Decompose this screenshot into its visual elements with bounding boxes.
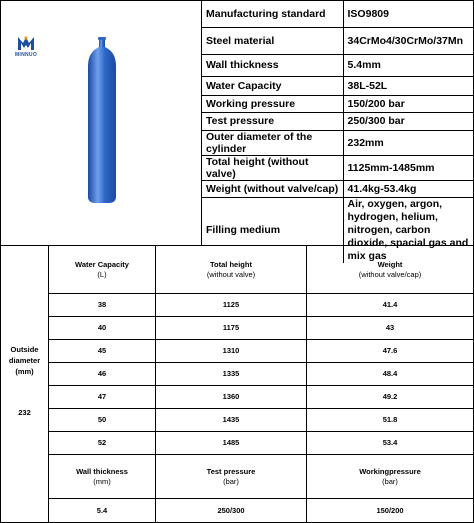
table-cell: 250/300 [156,498,307,522]
table-cell: 52 [49,431,156,454]
spec-label: Weight (without valve/cap) [202,180,343,197]
column-header-unit: (without valve/cap) [358,269,422,279]
spec-value: 1125mm-1485mm [343,155,473,180]
spec-label: Outer diameter of the cylinder [202,130,343,155]
spec-value: 34CrMo4/30CrMo/37Mn [343,27,473,54]
bottom-section [1,246,473,522]
table-cell: 40 [49,316,156,339]
table-row [49,385,473,408]
table-cell: 49.2 [307,385,474,408]
spec-row [202,54,473,76]
column-header [307,454,474,498]
spec-row [202,155,473,180]
column-header [156,454,307,498]
column-header-title: Workingpressure [359,466,421,476]
brand-logo-icon [17,35,35,51]
table-cell: 47 [49,385,156,408]
spec-value: 38L-52L [343,76,473,95]
gas-cylinder-image [87,37,117,203]
table-row [49,431,473,454]
brand-logo [11,35,41,58]
column-header-title: Water Capacity [75,259,129,269]
table-row [49,316,473,339]
pressure-value-row [49,498,473,522]
dimension-table [49,246,473,522]
table-cell: 1335 [156,362,307,385]
table-cell: 1485 [156,431,307,454]
spec-row [202,95,473,112]
spec-row [202,27,473,54]
spec-label: Wall thickness [202,54,343,76]
column-header-title: Weight [377,259,403,269]
dimension-header-row [49,246,473,293]
table-cell: 1125 [156,293,307,316]
table-cell: 5.4 [49,498,156,522]
column-header-unit: (mm) [93,476,111,486]
column-header-title: Wall thickness [76,466,128,476]
column-header-unit: (without valve) [206,269,256,279]
table-cell: 1360 [156,385,307,408]
column-header [307,246,474,293]
brand-logo-text: MINNUO [14,52,38,58]
table-cell: 48.4 [307,362,474,385]
spec-value: 232mm [343,130,473,155]
spec-value: Air, oxygen, argon, hydrogen, helium, nitrogen, carbon dioxide, spacial gas and mix gas [347,197,469,262]
outside-diameter-cell [1,246,49,522]
table-cell: 41.4 [307,293,474,316]
column-header [49,454,156,498]
column-header [49,246,156,293]
spec-value: 41.4kg-53.4kg [343,180,473,197]
table-cell: 1310 [156,339,307,362]
table-row [49,362,473,385]
table-cell: 1435 [156,408,307,431]
table-cell: 51.8 [307,408,474,431]
dimension-rows [49,246,473,522]
table-cell: 150/200 [376,505,404,515]
outside-diameter-label: Outside diameter (mm) [8,345,41,376]
column-header-unit: (bar) [223,476,239,486]
spec-label: Steel material [202,27,343,54]
outside-diameter-value: 232 [18,408,31,417]
spec-label: Filling medium [202,197,343,263]
column-header-unit: (L) [97,269,107,279]
pressure-header-row [49,454,473,498]
spec-label: Working pressure [202,95,343,112]
spec-label: Manufacturing standard [202,1,343,27]
table-cell: 38 [49,293,156,316]
column-header-title: Test pressure [206,466,256,476]
spec-value: ISO9809 [343,1,473,27]
table-cell: 43 [307,316,474,339]
table-row [49,339,473,362]
spec-label: Water Capacity [202,76,343,95]
table-cell: 53.4 [307,431,474,454]
column-header [156,246,307,293]
product-image-cell [1,1,202,245]
spec-row [202,112,473,130]
table-cell: 47.6 [307,339,474,362]
spec-label: Total height (without valve) [202,155,343,180]
table-cell: 46 [49,362,156,385]
spec-row [202,1,473,27]
spec-row [202,180,473,197]
spec-value: 250/300 bar [343,112,473,130]
spec-row [202,76,473,95]
table-cell: 50 [49,408,156,431]
spec-value: 150/200 bar [343,95,473,112]
column-header-unit: (bar) [382,476,398,486]
spec-value: 5.4mm [343,54,473,76]
top-section [1,1,473,262]
table-cell: 1175 [156,316,307,339]
table-row [49,408,473,431]
specification-table [202,1,473,263]
spec-row [202,130,473,155]
table-row [49,293,473,316]
spec-label: Test pressure [202,112,343,130]
column-header-title: Total height [210,259,252,269]
table-cell: 45 [49,339,156,362]
specification-rows [202,1,473,263]
